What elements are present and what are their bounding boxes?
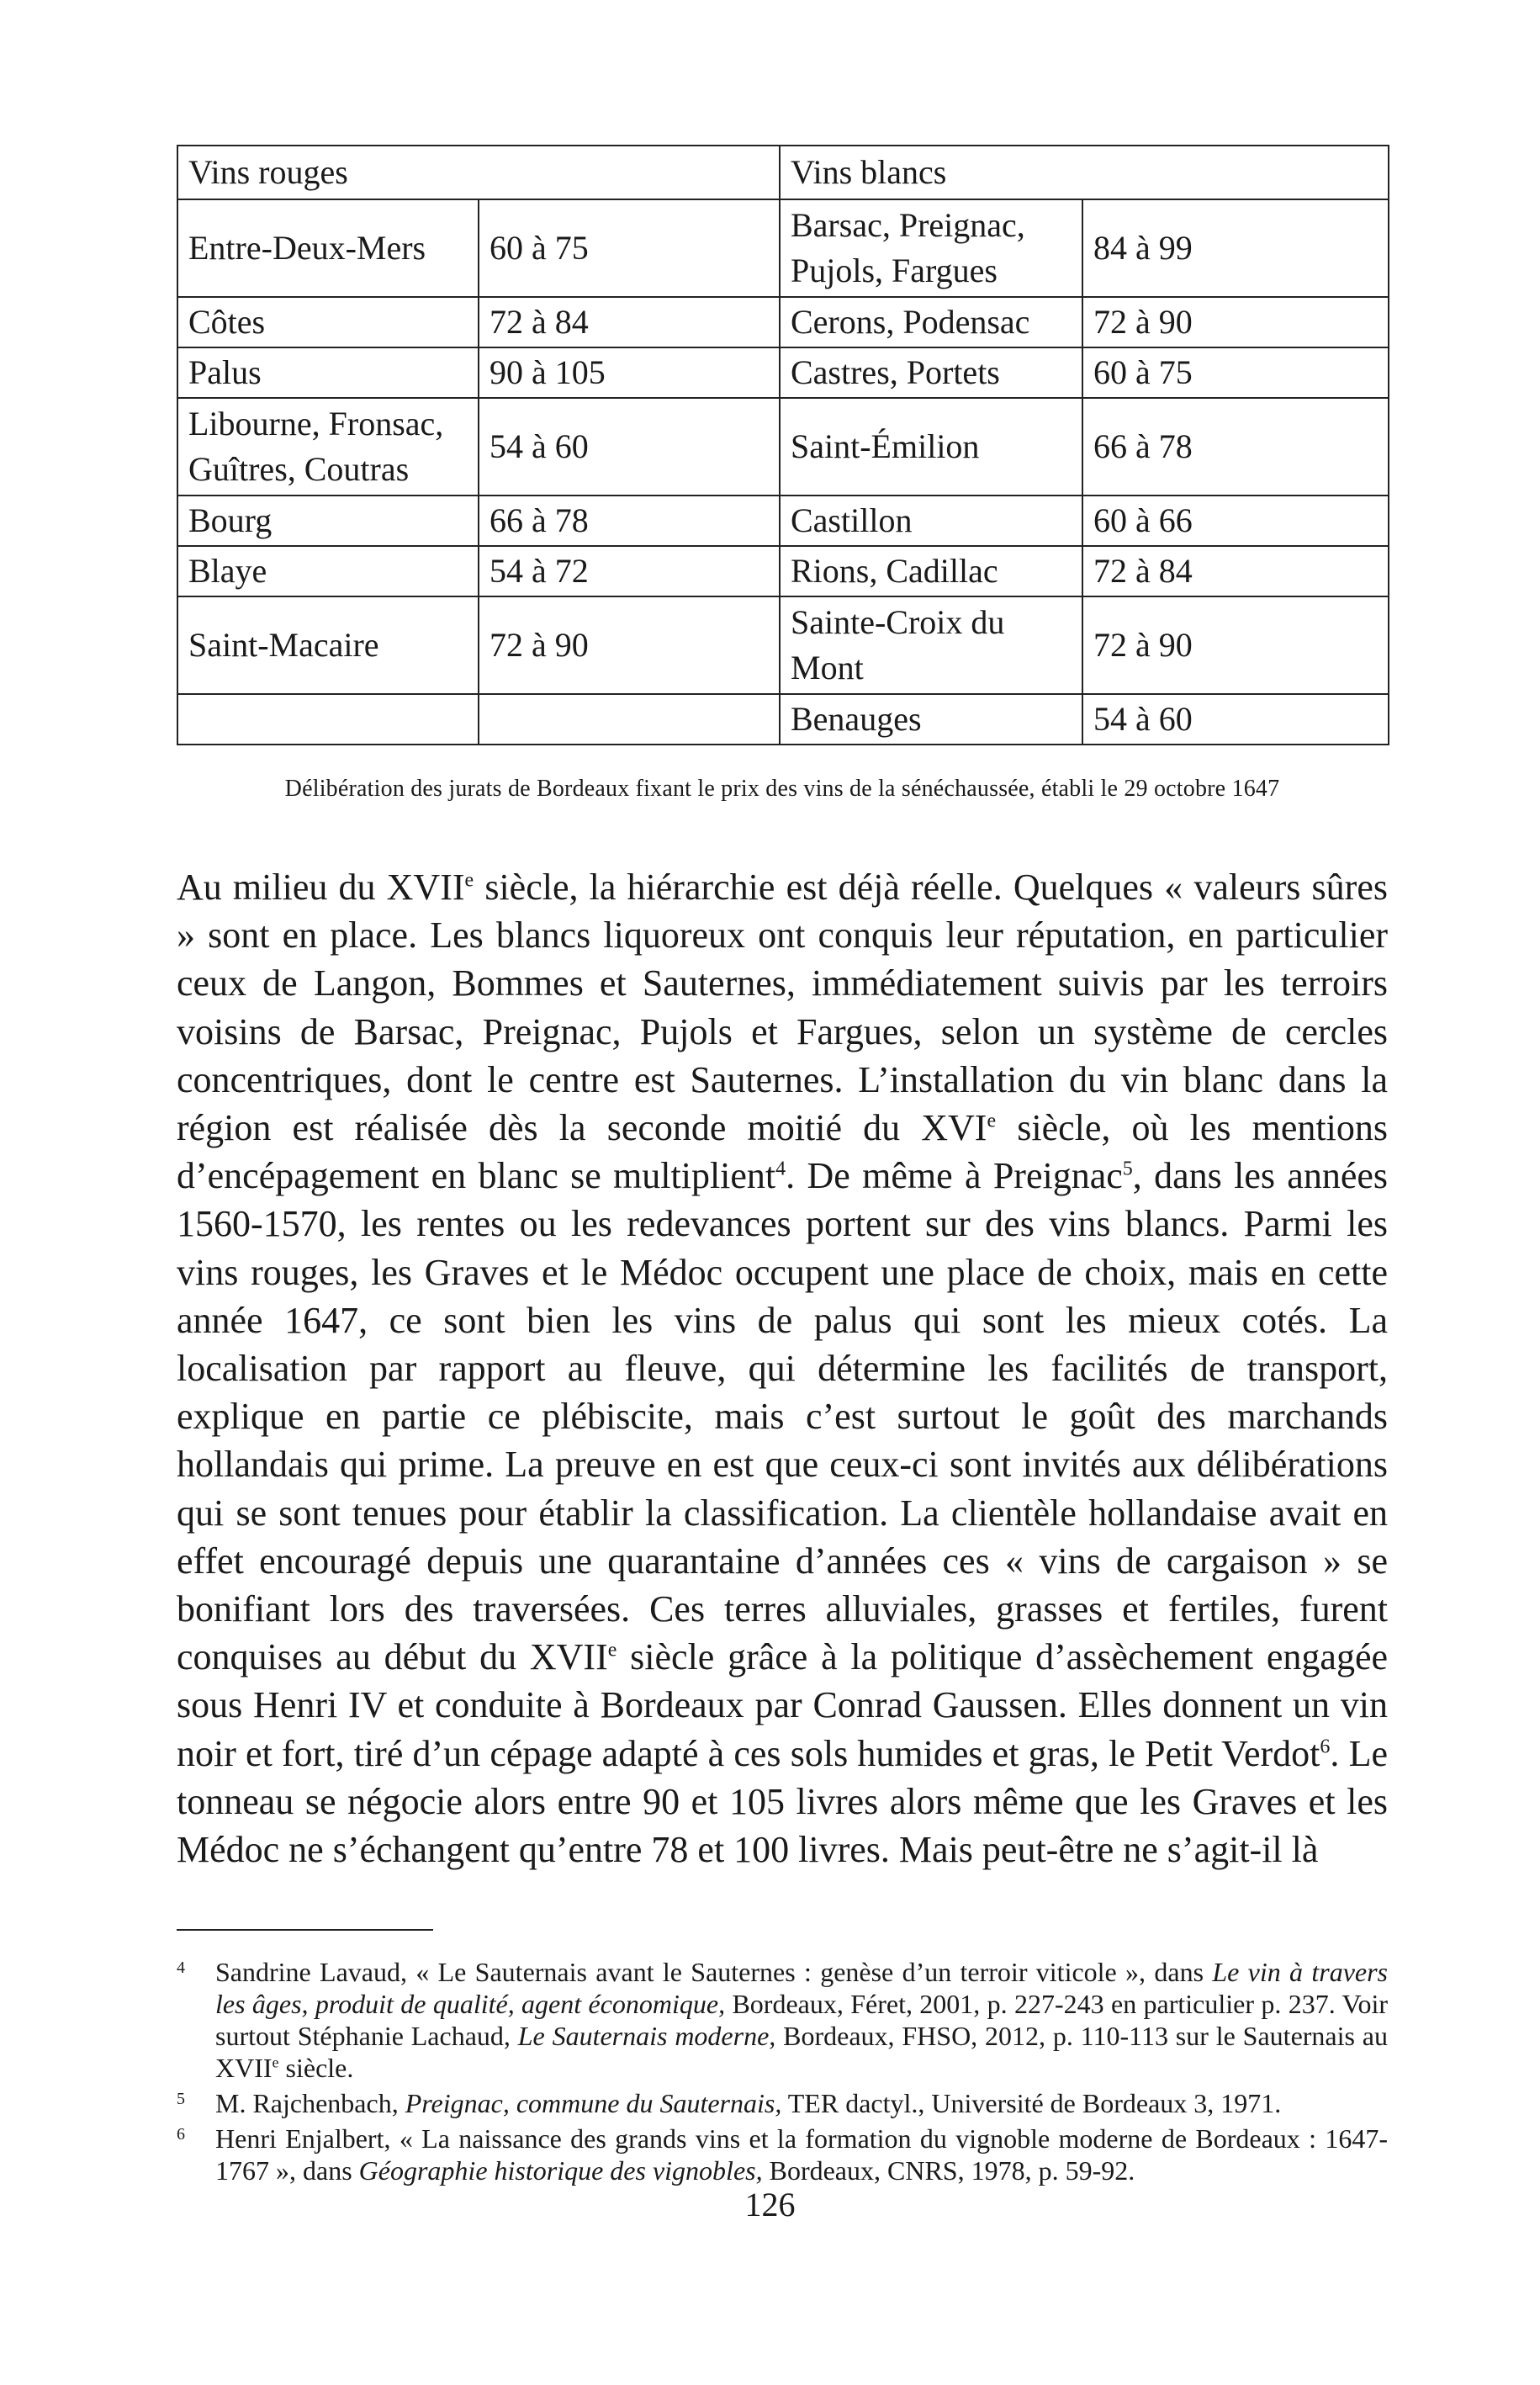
footnote-title: Géographie historique des vignobles, <box>358 2155 763 2186</box>
body-text-run: , dans les années 1560-1570, les rentes ou les redevances portent sur des vins blancs. Parmi les vins rouges, les Graves et le Médoc occupent une place de choix, mais en cette année 1647, ce sont bien les vins de palus qui sont les mieux cotés. La localisation par rapport au fleuve, qui détermine les facilités de transport, explique en partie ce plébiscite, mais c’est surtout le goût des marchands hollandais qui prime. La preuve en est que ceux-ci sont invités aux délibérations qui se sont tenues pour établir la classification. La clientèle hollandaise avait en effet encouragé depuis une quarantaine d’années ces « vins de cargaison » se bonifiant lors des traversées. Ces terres alluviales, grasses et fertiles, furent conquises au début du XVII <box>177 1155 1389 1678</box>
red-price: 72 à 90 <box>479 596 780 694</box>
table-header-row <box>177 146 1389 199</box>
white-region: Castres, Portets <box>780 347 1082 398</box>
footnote-run: Sandrine Lavaud, « Le Sauternais avant le Sauternes : genèse d’un terroir viticole », dans <box>215 1957 1213 1988</box>
footnote-run: Bordeaux, CNRS, 1978, p. 59-92. <box>762 2155 1135 2186</box>
table-row <box>177 297 1389 347</box>
red-region: Palus <box>177 347 479 398</box>
red-price: 54 à 72 <box>479 546 780 596</box>
header-white-wines: Vins blancs <box>780 146 1389 199</box>
red-price: 54 à 60 <box>479 398 780 496</box>
footnote-6 <box>177 2123 1388 2186</box>
superscript-e: e <box>987 1110 997 1132</box>
red-price: 66 à 78 <box>479 496 780 546</box>
white-region: Benauges <box>780 694 1082 745</box>
footnote-run: Bordeaux, FHSO, 2012, p. 110-113 sur le Sauternais au XVII <box>215 2021 1389 2084</box>
red-price <box>479 694 780 745</box>
white-price: 60 à 66 <box>1082 496 1389 546</box>
white-price: 54 à 60 <box>1082 694 1389 745</box>
table-row <box>177 496 1389 546</box>
footnote-run: TER dactyl., Université de Bordeaux 3, 1971. <box>781 2088 1282 2119</box>
footnote-run: siècle. <box>278 2053 354 2084</box>
footnote-title: Preignac, commune du Sauternais, <box>405 2088 782 2119</box>
red-price: 60 à 75 <box>479 199 780 297</box>
table-caption: Délibération des jurats de Bordeaux fixant le prix des vins de la sénéchaussée, établi le 29 octobre 1647 <box>284 776 1280 802</box>
red-region: Libourne, Fronsac, Guîtres, Coutras <box>177 398 479 496</box>
white-region: Castillon <box>780 496 1082 546</box>
body-text-run: siècle, où les mentions d’encépagement en blanc se multiplient <box>177 1107 1388 1197</box>
superscript-e: e <box>464 869 474 892</box>
footnote-ref-6[interactable]: 6 <box>1320 1736 1331 1757</box>
wine-price-table <box>177 145 1389 745</box>
superscript-e: e <box>607 1639 617 1662</box>
red-price: 90 à 105 <box>479 347 780 398</box>
white-region: Cerons, Podensac <box>780 297 1082 347</box>
footnote-number: 6 <box>177 2125 185 2144</box>
footnote-number: 4 <box>177 1958 185 1978</box>
red-region: Bourg <box>177 496 479 546</box>
header-red-wines: Vins rouges <box>177 146 780 199</box>
footnote-ref-5[interactable]: 5 <box>1122 1158 1133 1180</box>
body-paragraph <box>177 863 1388 1874</box>
white-price: 72 à 84 <box>1082 546 1389 596</box>
table-row <box>177 199 1389 297</box>
body-text-run: Au milieu du XVII <box>177 867 465 908</box>
footnote-5 <box>177 2087 1388 2119</box>
body-text-run: . De même à Preignac <box>786 1155 1123 1197</box>
page-number: 126 <box>744 2186 796 2223</box>
white-price: 84 à 99 <box>1082 199 1389 297</box>
footnote-ref-4[interactable]: 4 <box>775 1158 786 1180</box>
white-region: Sainte-Croix du Mont <box>780 596 1082 694</box>
white-region: Barsac, Preignac, Pujols, Fargues <box>780 199 1082 297</box>
white-region: Saint-Émilion <box>780 398 1082 496</box>
white-price: 60 à 75 <box>1082 347 1389 398</box>
footnote-number: 5 <box>177 2090 185 2109</box>
table-row <box>177 398 1389 496</box>
body-text-run: siècle grâce à la politique d’assèchement engagée sous Henri IV et conduite à Bordeaux par Conrad Gaussen. Elles donnent un vin noir et fort, tiré d’un cépage adapté à ces sols humides et gras, le Petit Verdot <box>177 1636 1388 1774</box>
footnote-4 <box>177 1956 1388 2084</box>
red-region <box>177 694 479 745</box>
white-price: 72 à 90 <box>1082 596 1389 694</box>
page-content <box>177 145 1388 2190</box>
superscript-e: e <box>272 2054 279 2071</box>
footnote-divider <box>177 1929 433 1931</box>
body-text-run: . Le tonneau se négocie alors entre 90 et 105 livres alors même que les Graves et les Médoc ne s’échangent qu’entre 78 et 100 livres. Mais peut-être ne s’agit-il là <box>177 1732 1388 1871</box>
red-region: Côtes <box>177 297 479 347</box>
red-region: Entre-Deux-Mers <box>177 199 479 297</box>
table-row <box>177 347 1389 398</box>
table-row <box>177 596 1389 694</box>
footnote-run: Bordeaux, Féret, 2001, p. 227-243 en particulier p. 237. Voir surtout Stéphanie Lachaud, <box>215 1989 1389 2052</box>
footnote-title: Le vin à travers les âges, produit de qualité, agent économique, <box>215 1957 1389 2020</box>
white-region: Rions, Cadillac <box>780 546 1082 596</box>
red-price: 72 à 84 <box>479 297 780 347</box>
footnote-text <box>215 2123 1388 2186</box>
red-region: Blaye <box>177 546 479 596</box>
footnote-text <box>215 2087 1388 2119</box>
white-price: 72 à 90 <box>1082 297 1389 347</box>
footnote-title: Le Sauternais moderne, <box>517 2021 776 2052</box>
table-row <box>177 694 1389 745</box>
footnote-text <box>215 1956 1388 2084</box>
footnote-run: Henri Enjalbert, « La naissance des grands vins et la formation du vignoble moderne de Bordeaux : 1647-1767 », dans <box>215 2123 1388 2186</box>
table-row <box>177 546 1389 596</box>
body-text-run: siècle, la hiérarchie est déjà réelle. Quelques « valeurs sûres » sont en place. Les blancs liquoreux ont conquis leur réputation, en particulier ceux de Langon, Bommes et Sauternes, immédiatement suivis par les terroirs voisins de Barsac, Preignac, Pujols et Fargues, selon un système de cercles concentriques, dont le centre est Sauternes. L’installation du vin blanc dans la région est réalisée dès la seconde moitié du XVI <box>177 867 1388 1149</box>
red-region: Saint-Macaire <box>177 596 479 694</box>
white-price: 66 à 78 <box>1082 398 1389 496</box>
footnote-run: M. Rajchenbach, <box>215 2088 405 2119</box>
footnotes <box>177 1956 1388 2186</box>
